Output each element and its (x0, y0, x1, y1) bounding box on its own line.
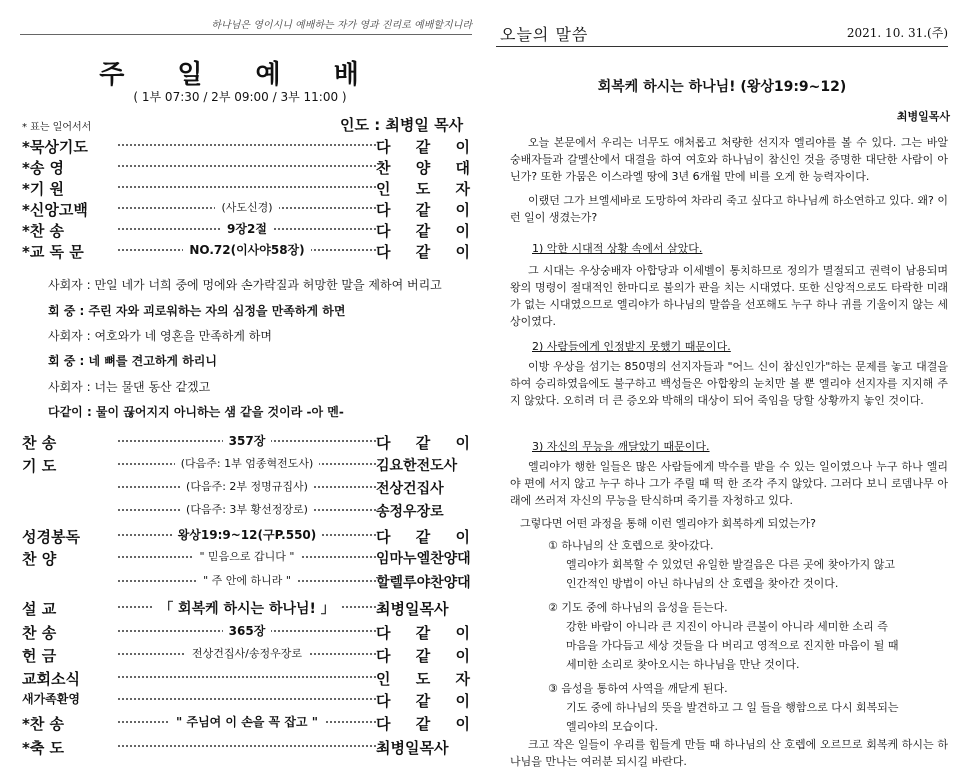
paragraph: 그렇다면 어떤 과정을 통해 이런 엘리야가 회복하게 되었는가? (520, 517, 816, 530)
order-center: 365장 (118, 622, 376, 639)
order-who: 할렐루야찬양대 (376, 575, 471, 591)
order-label: 성경봉독 (22, 528, 80, 546)
responsive-line: 회 중 : 주린 자와 괴로워하는 자의 심정을 만족하게 하면 (48, 304, 346, 318)
leader-dots (118, 698, 376, 700)
order-who: 다 같 이 (376, 434, 470, 452)
order-who: 다 같 이 (376, 528, 470, 546)
point-heading: 3) 자신의 무능을 깨달았기 때문이다. (532, 440, 710, 453)
order-row (22, 737, 470, 757)
order-row (22, 598, 470, 618)
list-line: 인간적인 방법이 아닌 하나님의 산 호렙을 찾아간 것이다. (566, 577, 839, 590)
order-label: 찬 송 (22, 624, 57, 642)
order-label: *기 원 (22, 180, 65, 198)
paragraph: 엘리야가 행한 일들은 많은 사람들에게 박수를 받을 수 있는 일이였으나 누구 하나 엘리야 편에 서지 않고 누구 하나 그가 주릴 때 떡 한 조각 주지 않았다. 그러다 보니 로뎀나무 아래에 쓰러져 자신의 무능을 탄식하며 죽기를 자청하고 있다. (510, 460, 948, 507)
order-center: (다음주: 3부 황선정장로) (118, 501, 376, 517)
order-row (22, 455, 470, 475)
sermon-header (496, 20, 948, 47)
order-who: 인 도 자 (376, 180, 470, 198)
order-row (22, 572, 470, 592)
order-row (22, 199, 470, 219)
order-row (22, 548, 470, 568)
order-row (22, 690, 470, 710)
page-title: 주 일 예 배 (99, 60, 381, 90)
order-who: 김요한전도사 (376, 458, 458, 474)
order-row (22, 157, 470, 177)
paragraph: 이방 우상을 섬기는 850명의 선지자들과 "어느 신이 참신인가"하는 문제를 놓고 대결을 하여 승리하였음에도 불구하고 백성들은 아합왕의 눈치만 볼 뿐 엘리야 선지자를 지지해 주지 않았다. 오히려 더 큰 증오와 박해의 대상이 되어 죽임을 당할 상황까지 놓인 것이다. (510, 360, 948, 407)
order-label: *묵상기도 (22, 138, 88, 156)
order-center: (다음주: 1부 엄종혁전도사) (118, 455, 376, 471)
order-row (22, 668, 470, 688)
order-label: 기 도 (22, 457, 57, 475)
list-line: 엘리야가 회복할 수 있었던 유일한 발걸음은 다른 곳에 찾아가지 않고 (566, 558, 895, 571)
responsive-line: 사회자 : 너는 물댄 동산 같겠고 (48, 380, 211, 394)
order-label: *송 영 (22, 159, 65, 177)
order-label: *찬 송 (22, 715, 65, 733)
order-who: 임마누엘찬양대 (376, 551, 471, 567)
sermon-title: 회복케 하시는 하나님! (왕상19:9~12) (597, 79, 847, 95)
leader-dots (118, 165, 376, 167)
order-center: (사도신경) (118, 199, 376, 215)
order-center: 왕상19:9~12(구P.550) (118, 526, 376, 543)
order-center: 357장 (118, 432, 376, 449)
sermon-page (496, 0, 960, 768)
order-who: 전상건집사 (376, 481, 444, 497)
list-line: 기도 중에 하나님의 뜻을 발견하고 그 일 들을 행함으로 다시 회복되는 (566, 701, 899, 714)
order-who: 송정우장로 (376, 504, 444, 520)
motto: 하나님은 영이시니 예배하는 자가 영과 진리로 예배할지니라 (20, 16, 472, 35)
leader-dots (118, 144, 376, 146)
order-label: *신앙고백 (22, 201, 88, 219)
point-heading: 1) 악한 시대적 상황 속에서 살았다. (532, 242, 703, 255)
leader-dots (118, 745, 376, 747)
service-times: ( 1부 07:30 / 2부 09:00 / 3부 11:00 ) (133, 90, 347, 104)
responsive-line: 사회자 : 만일 네가 너희 중에 멍에와 손가락질과 허망한 말을 제하여 버리고 (48, 278, 442, 292)
responsive-line: 다같이 : 물이 끊어지지 아니하는 샘 같을 것이라 -아 멘- (48, 405, 344, 419)
order-row (22, 241, 470, 261)
list-item: ③ 음성을 통하여 사역을 깨닫게 된다. (548, 682, 728, 695)
order-who: 다 같 이 (376, 138, 470, 156)
order-label: 교회소식 (22, 670, 80, 688)
leader-dots (118, 186, 376, 188)
order-who: 다 같 이 (376, 692, 470, 710)
list-item: ① 하나님의 산 호렙으로 찾아갔다. (548, 539, 714, 552)
order-row (22, 432, 470, 452)
order-label: *찬 송 (22, 222, 65, 240)
order-label: 찬 송 (22, 434, 57, 452)
order-center: 「 회복케 하시는 하나님! 」 (118, 598, 376, 618)
point-heading: 2) 사람들에게 인정받지 못했기 때문이다. (532, 340, 731, 353)
order-row (22, 501, 470, 521)
paragraph: 이랬던 그가 브엘세바로 도망하여 차라리 죽고 싶다고 하나님께 하소연하고 있다. 왜? 이런 일이 생겼는가? (510, 194, 948, 224)
order-who: 다 같 이 (376, 201, 470, 219)
order-center: 9장2절 (118, 220, 376, 237)
order-label: 새가족환영 (22, 692, 80, 706)
order-row (22, 645, 470, 665)
responsive-line: 회 중 : 네 뼈를 견고하게 하리니 (48, 354, 217, 368)
responsive-line: 사회자 : 여호와가 네 영혼을 만족하게 하며 (48, 329, 272, 343)
leader-dots (118, 676, 376, 678)
list-line: 마음을 가다듬고 세상 것들을 다 버리고 영적으로 진지한 마음이 될 때 (566, 639, 899, 652)
order-row (22, 713, 470, 733)
order-center: 전상건집사/송정우장로 (118, 645, 376, 661)
order-who: 인 도 자 (376, 670, 470, 688)
order-row (22, 220, 470, 240)
order-center: " 주 안에 하니라 " (118, 572, 376, 588)
section-title: 오늘의 말씀 (500, 25, 589, 44)
order-row (22, 136, 470, 156)
order-who: 최병일목사 (376, 739, 449, 757)
order-center: " 주님여 이 손을 꼭 잡고 " (118, 713, 376, 730)
paragraph: 오늘 본문에서 우리는 너무도 애처롭고 처량한 선지자 엘리야를 볼 수 있다. 그는 바알 숭배자들과 갈멜산에서 대결을 하여 여호와 하나님이 참신인 것을 증명한 대단한 사람이 아닌가? 또한 가뭄은 이스라엘 땅에 3년 6개월 만에 비를 오게 한 능력자이다. (510, 136, 948, 183)
list-line: 엘리야의 모습이다. (566, 720, 659, 733)
order-who: 다 같 이 (376, 715, 470, 733)
list-line: 강한 바람이 아니라 큰 지진이 아니라 큰불이 아니라 세미한 소리 즉 (566, 620, 888, 633)
order-label: 헌 금 (22, 647, 57, 665)
paragraph: 크고 작은 일들이 우리를 힘들게 만들 때 하나님의 산 호렙에 오르므로 회복케 하시는 하나님을 만나는 여러분 되시길 바란다. (510, 738, 948, 768)
order-center: NO.72(이사야58장) (118, 241, 376, 258)
order-who: 다 같 이 (376, 647, 470, 665)
date: 2021. 10. 31.(주) (846, 26, 948, 40)
order-center: (다음주: 2부 정명규집사) (118, 478, 376, 494)
order-who: 찬 양 대 (376, 159, 470, 177)
order-label: *교 독 문 (22, 243, 84, 261)
list-item: ② 기도 중에 하나님의 음성을 듣는다. (548, 601, 728, 614)
leader: 인도 : 최병일 목사 (340, 116, 464, 134)
order-who: 다 같 이 (376, 624, 470, 642)
order-row (22, 526, 470, 546)
stand-note: * 표는 일어서서 (22, 122, 92, 133)
paragraph: 그 시대는 우상숭배자 아합당과 이세벨이 통치하므로 정의가 멸절되고 권력이 남용되며 왕의 명령이 절대적인 한마디로 불의가 판을 치는 시대였다. 또한 신앙적으로도 타락한 미래가 없는 시대였으므로 엘리야가 하나님의 말씀을 선포해도 누구 하나 귀를 기울이지 않는 세상이였다. (510, 264, 948, 328)
order-row (22, 178, 470, 198)
order-who: 다 같 이 (376, 222, 470, 240)
order-label: 찬 양 (22, 550, 57, 568)
order-who: 최병일목사 (376, 600, 449, 618)
preacher: 최병일목사 (896, 110, 950, 123)
order-row (22, 622, 470, 642)
order-label: *축 도 (22, 739, 65, 757)
order-who: 다 같 이 (376, 243, 470, 261)
list-line: 세미한 소리로 찾아오시는 하나님을 만난 것이다. (566, 658, 800, 671)
order-label: 설 교 (22, 600, 57, 618)
order-center: " 믿음으로 갑니다 " (118, 548, 376, 564)
order-row (22, 478, 470, 498)
